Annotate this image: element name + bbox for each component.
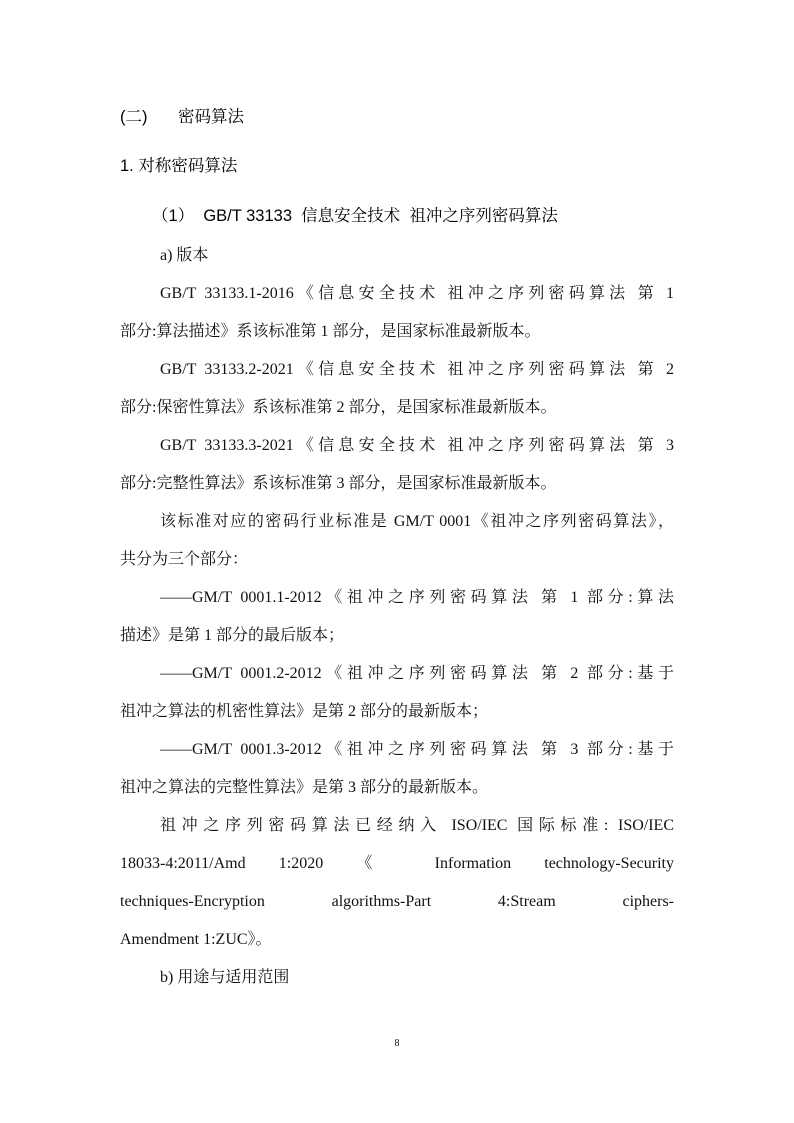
page-number: 8: [394, 1038, 400, 1049]
body-line: 该标准对应的密码行业标准是 GM/T 0001《祖冲之序列密码算法》，: [160, 513, 674, 530]
section-number: (二): [120, 108, 148, 126]
body-line: 部分:完整性算法》系该标准第 3 部分，是国家标准最新版本。: [120, 475, 557, 492]
body-line: 祖冲之算法的机密性算法》是第 2 部分的最新版本；: [120, 703, 489, 720]
body-line: ——GM/T 0001.2-2012《祖冲之序列密码算法 第 2 部分:基于: [160, 665, 674, 682]
section-title: 密码算法: [178, 108, 244, 126]
item-heading: （1） GB/T 33133 信息安全技术 祖冲之序列密码算法: [152, 207, 558, 225]
body-line: ——GM/T 0001.1-2012《祖冲之序列密码算法 第 1 部分:算法: [160, 589, 674, 606]
body-line: 部分:算法描述》系该标准第 1 部分，是国家标准最新版本。: [120, 323, 541, 340]
body-line: techniques-Encryption algorithms-Part 4:Stream ciphers-: [120, 893, 674, 910]
body-line: 共分为三个部分：: [120, 551, 249, 568]
body-line: GB/T 33133.1-2016《信息安全技术 祖冲之序列密码算法 第 1: [160, 285, 674, 302]
section-heading: [120, 98, 420, 136]
body-line: Amendment 1:ZUC》。: [120, 931, 272, 948]
body-line: GB/T 33133.3-2021《信息安全技术 祖冲之序列密码算法 第 3: [160, 437, 674, 454]
body-line: 祖冲之序列密码算法已经纳入 ISO/IEC 国际标准: ISO/IEC: [160, 817, 674, 834]
body-line: ——GM/T 0001.3-2012《祖冲之序列密码算法 第 3 部分:基于: [160, 741, 674, 758]
body-line: a) 版本: [160, 247, 209, 264]
body-line: b) 用途与适用范围: [160, 969, 290, 986]
body-line: 描述》是第 1 部分的最后版本；: [120, 627, 345, 644]
body-line: 部分:保密性算法》系该标准第 2 部分，是国家标准最新版本。: [120, 399, 557, 416]
body-text: [120, 237, 674, 997]
subsection-heading: 1. 对称密码算法: [120, 157, 238, 175]
body-line: GB/T 33133.2-2021《信息安全技术 祖冲之序列密码算法 第 2: [160, 361, 674, 378]
body-line: 祖冲之算法的完整性算法》是第 3 部分的最新版本。: [120, 779, 489, 796]
body-line: 18033-4:2011/Amd 1:2020 《 Information technology-Security: [120, 855, 674, 872]
